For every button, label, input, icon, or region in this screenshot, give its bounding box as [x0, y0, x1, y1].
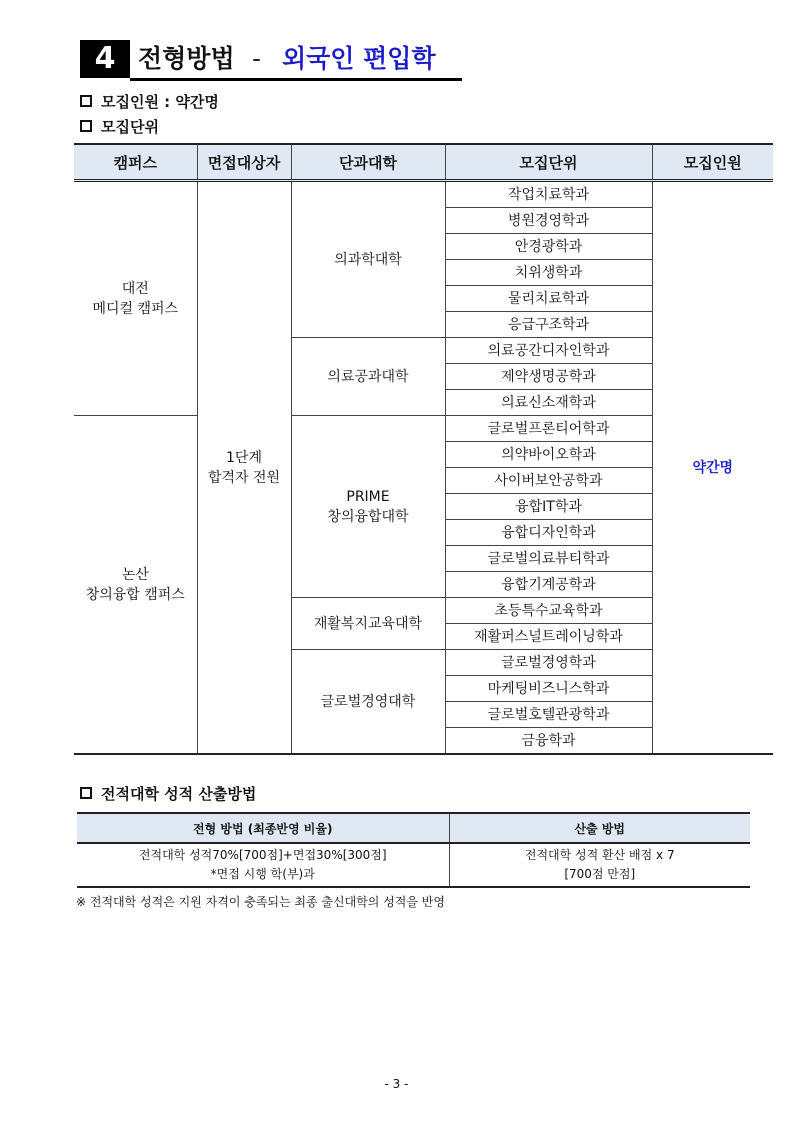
- header-recruit-count: 모집인원: [652, 144, 773, 181]
- unit-cell: 글로벌의료뷰티학과: [445, 546, 652, 572]
- score-heading-text: 전적대학 성적 산출방법: [101, 785, 257, 803]
- unit-cell: 재활퍼스널트레이닝학과: [445, 624, 652, 650]
- unit-cell: 응급구조학과: [445, 312, 652, 338]
- interview-target-text: 합격자 전원: [207, 469, 281, 486]
- table-header-row: [74, 144, 773, 181]
- score-row: [77, 843, 750, 887]
- footnote: ※ 전적대학 성적은 지원 자격이 충족되는 최종 출신대학의 성적을 반영: [76, 895, 445, 909]
- unit-cell: 융합IT학과: [445, 494, 652, 520]
- unit-cell: 의료신소재학과: [445, 390, 652, 416]
- unit-cell: 마케팅비즈니스학과: [445, 676, 652, 702]
- bullet-text: 모집단위: [101, 118, 159, 136]
- score-section-heading: [80, 784, 256, 804]
- recruit-count-cell: [652, 181, 773, 755]
- unit-cell: 초등특수교육학과: [445, 598, 652, 624]
- recruitment-table: [74, 143, 773, 755]
- score-method-line: 전적대학 성적70%[700점]+면접30%[300점]: [138, 848, 387, 862]
- score-method-line: *면접 시행 학(부)과: [210, 867, 315, 881]
- score-header-method: 전형 방법 (최종반영 비율): [77, 813, 449, 843]
- unit-cell: 융합디자인학과: [445, 520, 652, 546]
- unit-cell: 글로벌프론티어학과: [445, 416, 652, 442]
- unit-cell: 융합기계공학과: [445, 572, 652, 598]
- unit-cell: 치위생학과: [445, 260, 652, 286]
- campus-name: 대전: [121, 280, 149, 297]
- unit-cell: 안경광학과: [445, 234, 652, 260]
- bullet-recruit-unit: [80, 117, 159, 137]
- interview-target-cell: [197, 181, 291, 755]
- college-name: PRIME: [346, 488, 390, 505]
- interview-target-text: 1단계: [226, 449, 262, 466]
- unit-cell: 사이버보안공학과: [445, 468, 652, 494]
- campus-name: 메디컬 캠퍼스: [92, 300, 179, 317]
- recruit-count-value: 약간명: [692, 459, 734, 476]
- unit-cell: 작업치료학과: [445, 181, 652, 208]
- campus-cell-daejeon: [74, 181, 197, 416]
- header-campus: 캠퍼스: [74, 144, 197, 181]
- score-table: [77, 812, 750, 888]
- page-number: - 3 -: [384, 1077, 409, 1091]
- unit-cell: 금융학과: [445, 728, 652, 755]
- table-row: [74, 181, 773, 208]
- header-interview-target: 면접대상자: [197, 144, 291, 181]
- college-name: 창의융합대학: [327, 508, 409, 525]
- college-cell: 재활복지교육대학: [291, 598, 445, 650]
- campus-cell-nonsan: [74, 416, 197, 755]
- unit-cell: 글로벌경영학과: [445, 650, 652, 676]
- college-cell: [291, 416, 445, 598]
- bullet-recruit-count: [80, 92, 219, 112]
- campus-name: 창의융합 캠퍼스: [85, 586, 185, 603]
- square-bullet-icon: [80, 787, 92, 799]
- college-cell: 글로벌경영대학: [291, 650, 445, 755]
- unit-cell: 의약바이오학과: [445, 442, 652, 468]
- unit-cell: 글로벌호텔관광학과: [445, 702, 652, 728]
- college-cell: 의과학대학: [291, 181, 445, 338]
- campus-name: 논산: [121, 566, 149, 583]
- unit-cell: 병원경영학과: [445, 208, 652, 234]
- section-number: 4: [80, 40, 130, 78]
- section-underline: [130, 78, 462, 81]
- section-title: 전형방법: [138, 44, 235, 73]
- score-method-cell: [77, 843, 449, 887]
- header-college: 단과대학: [291, 144, 445, 181]
- score-header-row: [77, 813, 750, 843]
- header-unit: 모집단위: [445, 144, 652, 181]
- score-calc-line: [700점 만점]: [564, 867, 636, 881]
- square-bullet-icon: [80, 120, 92, 132]
- score-header-calc: 산출 방법: [449, 813, 750, 843]
- score-calc-line: 전적대학 성적 환산 배점 x 7: [524, 848, 675, 862]
- unit-cell: 제약생명공학과: [445, 364, 652, 390]
- unit-cell: 물리치료학과: [445, 286, 652, 312]
- section-dash: -: [252, 44, 262, 73]
- score-calc-cell: [449, 843, 750, 887]
- bullet-text: 모집인원 : 약간명: [101, 93, 219, 111]
- college-cell: 의료공과대학: [291, 338, 445, 416]
- section-subtitle: 외국인 편입학: [282, 44, 436, 73]
- square-bullet-icon: [80, 95, 92, 107]
- unit-cell: 의료공간디자인학과: [445, 338, 652, 364]
